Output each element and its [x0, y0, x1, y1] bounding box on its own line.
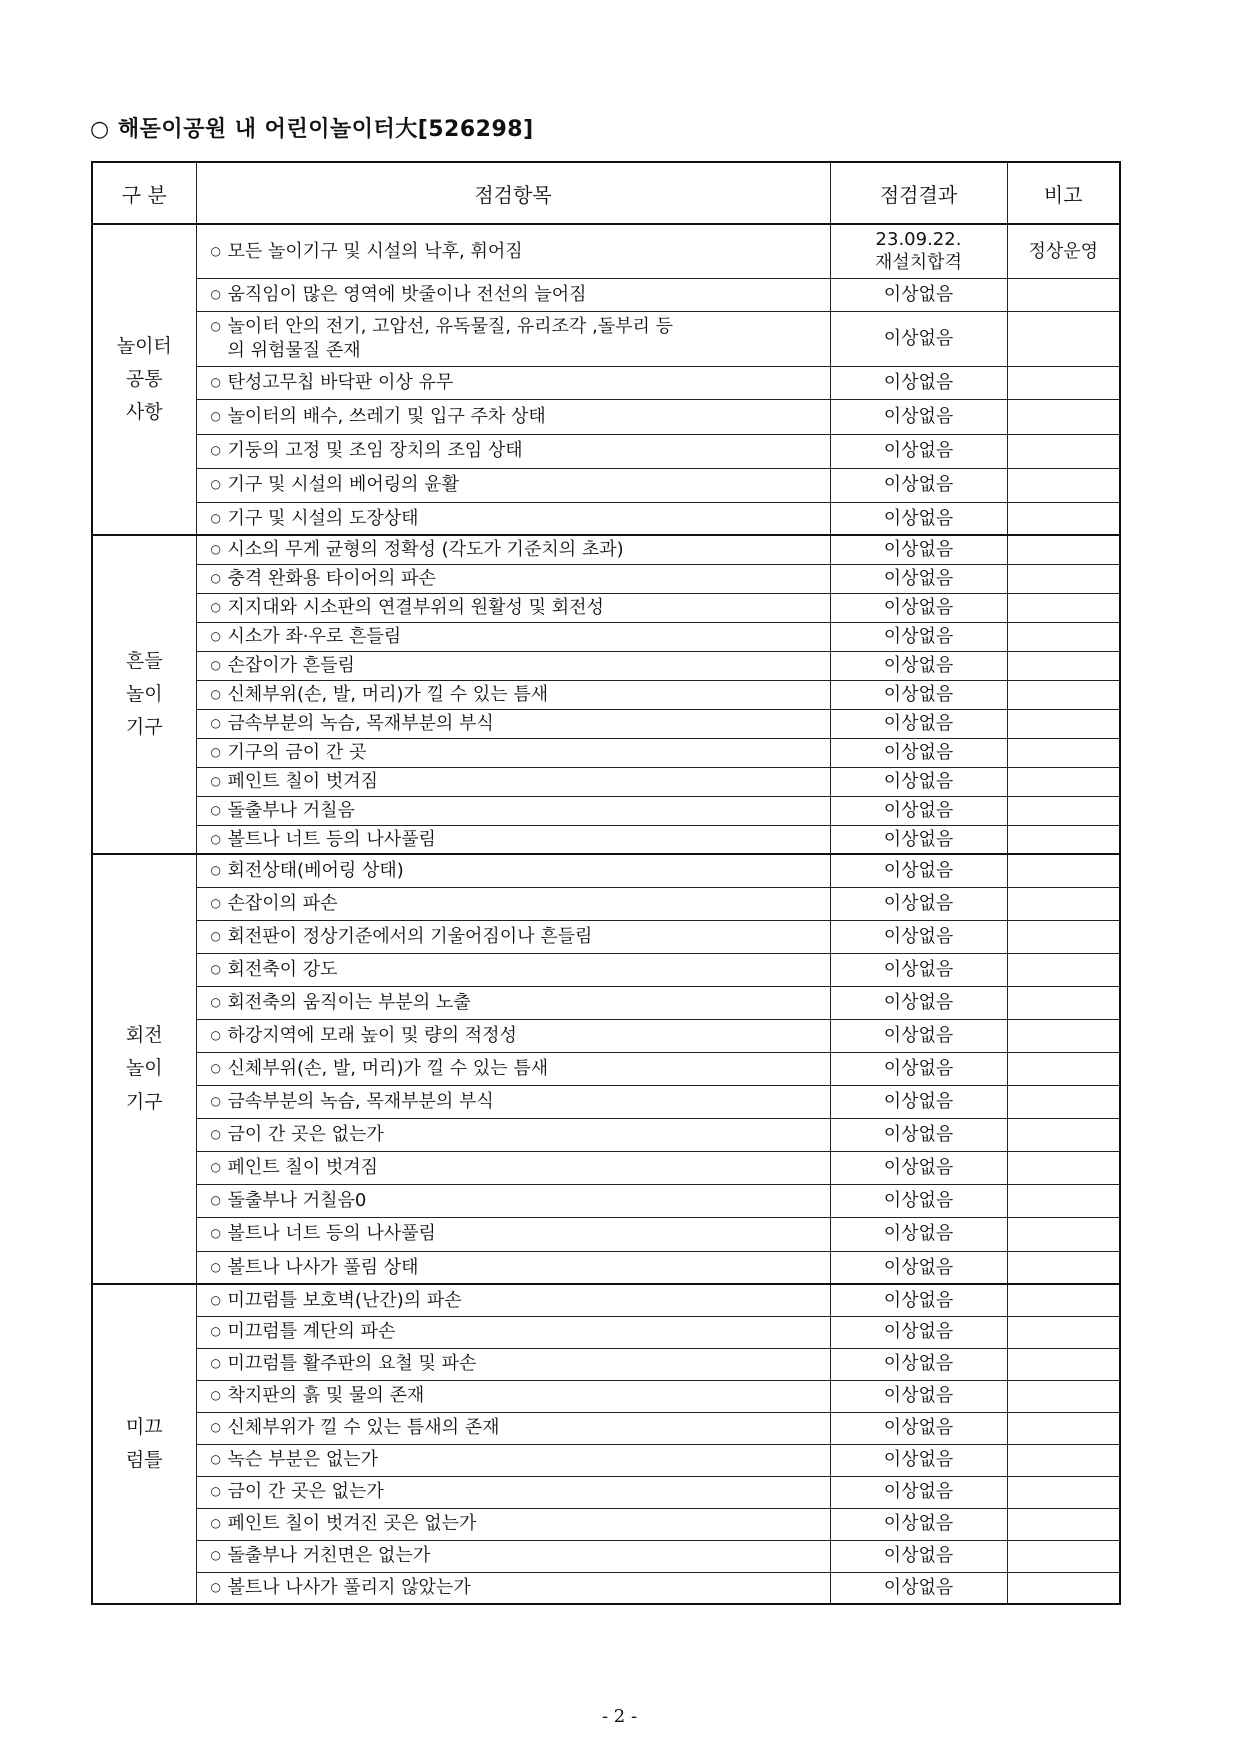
category-label-line: 미끄: [125, 1415, 163, 1438]
item-text: 금속부분의 녹슴, 목재부분의 부식: [227, 1090, 494, 1112]
group-rotating: [92, 854, 1120, 1284]
item-text: 신체부위(손, 발, 머리)가 낄 수 있는 틈새: [227, 1057, 549, 1079]
item-text: 회전축의 움직이는 부분의 노출: [227, 991, 471, 1013]
result-cell: 이상없음: [830, 1251, 1007, 1284]
note-cell: [1007, 1118, 1120, 1151]
item-cell: [196, 1540, 830, 1572]
item-text: 시소가 좌·우로 흔들림: [227, 625, 402, 647]
result-cell: 이상없음: [830, 1085, 1007, 1118]
item-cell: [196, 854, 830, 887]
item-text: 돌출부나 거칠음: [227, 799, 355, 821]
item-text: 금이 간 곳은 없는가: [227, 1481, 384, 1503]
note-cell: [1007, 1019, 1120, 1052]
circle-bullet-icon: ○: [210, 928, 221, 943]
table-row: [92, 1412, 1120, 1444]
note-cell: [1007, 680, 1120, 709]
item-cell: [196, 1118, 830, 1151]
circle-bullet-icon: ○: [210, 831, 221, 846]
item-text: 금이 간 곳은 없는가: [227, 1123, 384, 1145]
category-label-line: 놀이: [125, 682, 163, 705]
category-label-line: 회전: [125, 1024, 163, 1047]
circle-bullet-icon: ○: [210, 374, 221, 389]
result-cell: 이상없음: [830, 622, 1007, 651]
category-label-line: 기구: [125, 1090, 163, 1113]
note-cell: [1007, 1412, 1120, 1444]
result-cell: 이상없음: [830, 1348, 1007, 1380]
item-cell: [196, 986, 830, 1019]
table-row: [92, 502, 1120, 535]
result-cell: 23.09.22. 재설치합격: [830, 224, 1007, 278]
item-cell: [196, 680, 830, 709]
table-row: [92, 1284, 1120, 1316]
result-cell: 이상없음: [830, 434, 1007, 468]
note-cell: [1007, 434, 1120, 468]
category-label-line: 공통: [125, 367, 163, 390]
item-text: 페인트 칠이 벗겨진 곳은 없는가: [227, 1513, 477, 1535]
note-cell: [1007, 854, 1120, 887]
item-cell: [196, 535, 830, 564]
result-cell: 이상없음: [830, 366, 1007, 399]
item-cell: [196, 622, 830, 651]
note-cell: [1007, 502, 1120, 535]
item-text: 볼트나 너트 등의 나사풀림: [227, 828, 436, 850]
item-cell: [196, 1184, 830, 1217]
table-row: [92, 1217, 1120, 1251]
table-row: [92, 1380, 1120, 1412]
table-row: [92, 311, 1120, 366]
note-cell: [1007, 564, 1120, 593]
table-row: [92, 564, 1120, 593]
circle-bullet-icon: ○: [210, 994, 221, 1009]
table-row: [92, 1348, 1120, 1380]
table-row: [92, 887, 1120, 920]
circle-bullet-icon: ○: [210, 542, 221, 557]
item-text: 손잡이가 흔들림: [227, 654, 355, 676]
table-row: [92, 854, 1120, 887]
item-cell: [196, 564, 830, 593]
category-label-line: 기구: [125, 716, 163, 739]
result-cell: 이상없음: [830, 1019, 1007, 1052]
result-cell: 이상없음: [830, 1151, 1007, 1184]
item-cell: [196, 1217, 830, 1251]
item-cell: [196, 1284, 830, 1316]
circle-bullet-icon: ○: [210, 510, 221, 525]
table-row: [92, 1118, 1120, 1151]
category-label-line: 놀이: [125, 1057, 163, 1080]
result-cell: 이상없음: [830, 535, 1007, 564]
item-text: 볼트나 나사가 풀리지 않았는가: [227, 1577, 471, 1599]
note-cell: [1007, 468, 1120, 502]
result-cell: 이상없음: [830, 278, 1007, 311]
item-cell: [196, 887, 830, 920]
table-row: [92, 622, 1120, 651]
result-cell: 이상없음: [830, 502, 1007, 535]
note-cell: [1007, 593, 1120, 622]
category-label-line: 놀이터: [116, 334, 172, 357]
result-cell: 이상없음: [830, 1184, 1007, 1217]
note-cell: [1007, 1085, 1120, 1118]
table-row: [92, 434, 1120, 468]
item-text: 회전판이 정상기준에서의 기울어짐이나 흔들림: [227, 925, 593, 947]
category-cell: [92, 1284, 196, 1604]
note-cell: [1007, 986, 1120, 1019]
item-text: 놀이터의 배수, 쓰레기 및 입구 주차 상태: [227, 405, 546, 427]
table-row: [92, 1251, 1120, 1284]
note-cell: [1007, 953, 1120, 986]
result-cell: 이상없음: [830, 709, 1007, 738]
circle-bullet-icon: ○: [210, 599, 221, 614]
circle-bullet-icon: ○: [210, 477, 221, 492]
result-cell: 이상없음: [830, 1444, 1007, 1476]
item-text: 미끄럼틀 보호벽(난간)의 파손: [227, 1289, 462, 1311]
item-text: 볼트나 나사가 풀림 상태: [227, 1256, 419, 1278]
table-row: [92, 1444, 1120, 1476]
note-cell: [1007, 709, 1120, 738]
table-row: [92, 1052, 1120, 1085]
note-cell: [1007, 1540, 1120, 1572]
note-cell: [1007, 1052, 1120, 1085]
table-row: [92, 1151, 1120, 1184]
circle-bullet-icon: ○: [210, 961, 221, 976]
result-cell: 이상없음: [830, 1412, 1007, 1444]
item-text: 놀이터 안의 전기, 고압선, 유독물질, 유리조각 ,돌부리 등 의 위험물질 존재: [227, 316, 673, 361]
item-text: 탄성고무칩 바닥판 이상 유무: [227, 371, 454, 393]
item-cell: [196, 468, 830, 502]
table-row: [92, 796, 1120, 825]
result-cell: 이상없음: [830, 1508, 1007, 1540]
item-cell: [196, 1476, 830, 1508]
result-cell: 이상없음: [830, 399, 1007, 434]
table-row: [92, 399, 1120, 434]
circle-bullet-icon: ○: [210, 773, 221, 788]
circle-bullet-icon: ○: [210, 319, 221, 334]
circle-bullet-icon: ○: [210, 1027, 221, 1042]
header-item: 점검항목: [196, 162, 830, 224]
item-text: 신체부위가 낄 수 있는 틈새의 존재: [227, 1417, 500, 1439]
circle-bullet-icon: ○: [210, 1226, 221, 1241]
note-cell: [1007, 1572, 1120, 1604]
circle-bullet-icon: ○: [210, 1060, 221, 1075]
header-result: 점검결과: [830, 162, 1007, 224]
item-cell: [196, 1052, 830, 1085]
item-text: 충격 완화용 타이어의 파손: [227, 567, 436, 589]
table-row: [92, 825, 1120, 854]
item-cell: [196, 434, 830, 468]
item-cell: [196, 796, 830, 825]
item-text: 기둥의 고정 및 조임 장치의 조임 상태: [227, 440, 523, 462]
category-cell: [92, 535, 196, 854]
circle-bullet-icon: ○: [210, 1259, 221, 1274]
item-text: 시소의 무게 균형의 정확성 (각도가 기준치의 초과): [227, 539, 624, 561]
note-cell: [1007, 1508, 1120, 1540]
table-row: [92, 278, 1120, 311]
result-cell: 이상없음: [830, 311, 1007, 366]
circle-bullet-icon: ○: [210, 408, 221, 423]
table-header-row: [92, 162, 1120, 224]
item-cell: [196, 502, 830, 535]
note-cell: [1007, 767, 1120, 796]
result-cell: 이상없음: [830, 796, 1007, 825]
circle-bullet-icon: ○: [210, 1159, 221, 1174]
category-cell: [92, 854, 196, 1284]
note-cell: [1007, 1476, 1120, 1508]
note-cell: [1007, 1348, 1120, 1380]
table-row: [92, 986, 1120, 1019]
item-text: 회전상태(베어링 상태): [227, 860, 404, 882]
result-cell: 이상없음: [830, 1380, 1007, 1412]
circle-bullet-icon: ○: [210, 863, 221, 878]
item-text: 기구의 금이 간 곳: [227, 741, 367, 763]
item-cell: [196, 1444, 830, 1476]
result-cell: 이상없음: [830, 468, 1007, 502]
item-cell: [196, 1572, 830, 1604]
item-text: 돌출부나 거친면은 없는가: [227, 1545, 431, 1567]
note-cell: [1007, 738, 1120, 767]
item-text: 미끄럼틀 활주판의 요철 및 파손: [227, 1353, 477, 1375]
result-cell: 이상없음: [830, 680, 1007, 709]
result-cell: 이상없음: [830, 593, 1007, 622]
table-row: [92, 468, 1120, 502]
circle-bullet-icon: ○: [210, 1292, 221, 1307]
page-number: - 2 -: [601, 1706, 638, 1727]
table-row: [92, 1019, 1120, 1052]
note-cell: [1007, 535, 1120, 564]
circle-bullet-icon: ○: [210, 802, 221, 817]
table-row: [92, 535, 1120, 564]
table-row: [92, 1508, 1120, 1540]
table-row: [92, 366, 1120, 399]
header-note: 비고: [1007, 162, 1120, 224]
item-cell: [196, 1019, 830, 1052]
item-cell: [196, 1316, 830, 1348]
result-cell: 이상없음: [830, 986, 1007, 1019]
table-row: [92, 1316, 1120, 1348]
circle-bullet-icon: ○: [210, 443, 221, 458]
circle-bullet-icon: ○: [210, 1580, 221, 1595]
circle-bullet-icon: ○: [210, 286, 221, 301]
group-swing: [92, 535, 1120, 854]
inspection-table: [91, 161, 1121, 1605]
circle-bullet-icon: ○: [210, 1452, 221, 1467]
circle-bullet-icon: ○: [210, 744, 221, 759]
note-cell: [1007, 622, 1120, 651]
item-text: 기구 및 시설의 베어링의 윤활: [227, 474, 460, 496]
circle-bullet-icon: ○: [210, 570, 221, 585]
result-cell: 이상없음: [830, 767, 1007, 796]
circle-bullet-icon: ○: [210, 1516, 221, 1531]
item-text: 볼트나 너트 등의 나사풀림: [227, 1223, 436, 1245]
circle-bullet-icon: ○: [210, 1388, 221, 1403]
circle-bullet-icon: ○: [210, 657, 221, 672]
table-row: [92, 920, 1120, 953]
page-title: ○ 해돋이공원 내 어린이놀이터大[526298]: [90, 117, 534, 142]
result-cell: 이상없음: [830, 1540, 1007, 1572]
result-cell: 이상없음: [830, 1052, 1007, 1085]
item-cell: [196, 399, 830, 434]
item-text: 손잡이의 파손: [227, 892, 338, 914]
group-slide: [92, 1284, 1120, 1604]
result-cell: 이상없음: [830, 1284, 1007, 1316]
circle-bullet-icon: ○: [210, 1484, 221, 1499]
note-cell: [1007, 1151, 1120, 1184]
item-cell: [196, 1085, 830, 1118]
note-cell: [1007, 1217, 1120, 1251]
circle-bullet-icon: ○: [210, 243, 221, 258]
circle-bullet-icon: ○: [210, 1356, 221, 1371]
item-text: 회전축이 강도: [227, 958, 338, 980]
table-row: [92, 738, 1120, 767]
note-cell: [1007, 1284, 1120, 1316]
item-cell: [196, 1412, 830, 1444]
item-cell: [196, 953, 830, 986]
item-text: 움직임이 많은 영역에 밧줄이나 전선의 늘어짐: [227, 283, 587, 305]
circle-bullet-icon: ○: [210, 895, 221, 910]
circle-bullet-icon: ○: [210, 1126, 221, 1141]
circle-bullet-icon: ○: [210, 1420, 221, 1435]
result-cell: 이상없음: [830, 1217, 1007, 1251]
result-cell: 이상없음: [830, 887, 1007, 920]
note-cell: 정상운영: [1007, 224, 1120, 278]
item-cell: [196, 224, 830, 278]
item-cell: [196, 651, 830, 680]
item-cell: [196, 311, 830, 366]
note-cell: [1007, 399, 1120, 434]
table-row: [92, 767, 1120, 796]
table-row: [92, 709, 1120, 738]
item-cell: [196, 278, 830, 311]
circle-bullet-icon: ○: [210, 715, 221, 730]
table-row: [92, 1540, 1120, 1572]
item-text: 페인트 칠이 벗겨짐: [227, 1156, 379, 1178]
item-cell: [196, 825, 830, 854]
result-cell: 이상없음: [830, 920, 1007, 953]
item-cell: [196, 366, 830, 399]
result-cell: 이상없음: [830, 564, 1007, 593]
item-cell: [196, 738, 830, 767]
item-text: 모든 놀이기구 및 시설의 낙후, 휘어짐: [227, 240, 523, 262]
note-cell: [1007, 1380, 1120, 1412]
table-row: [92, 953, 1120, 986]
result-cell: 이상없음: [830, 854, 1007, 887]
group-common: [92, 224, 1120, 535]
item-text: 페인트 칠이 벗겨짐: [227, 770, 379, 792]
table-row: [92, 1572, 1120, 1604]
result-cell: 이상없음: [830, 953, 1007, 986]
result-cell: 이상없음: [830, 1476, 1007, 1508]
table-row: [92, 1184, 1120, 1217]
table-row: [92, 651, 1120, 680]
note-cell: [1007, 366, 1120, 399]
circle-bullet-icon: ○: [210, 686, 221, 701]
note-cell: [1007, 825, 1120, 854]
item-cell: [196, 1508, 830, 1540]
note-cell: [1007, 1251, 1120, 1284]
item-cell: [196, 593, 830, 622]
category-label-line: 흔들: [125, 649, 163, 672]
note-cell: [1007, 278, 1120, 311]
circle-bullet-icon: ○: [210, 1548, 221, 1563]
item-text: 돌출부나 거칠음0: [227, 1189, 367, 1211]
item-cell: [196, 1348, 830, 1380]
category-label-line: 사항: [125, 401, 163, 424]
item-text: 지지대와 시소판의 연결부위의 원활성 및 회전성: [227, 596, 604, 618]
circle-bullet-icon: ○: [210, 1192, 221, 1207]
table-row: [92, 224, 1120, 278]
circle-bullet-icon: ○: [210, 1324, 221, 1339]
result-cell: 이상없음: [830, 1316, 1007, 1348]
table-row: [92, 1085, 1120, 1118]
category-label-line: 럼틀: [125, 1449, 163, 1471]
result-cell: 이상없음: [830, 825, 1007, 854]
table-row: [92, 593, 1120, 622]
result-cell: 이상없음: [830, 738, 1007, 767]
result-cell: 이상없음: [830, 1572, 1007, 1604]
note-cell: [1007, 796, 1120, 825]
item-text: 착지판의 흙 및 물의 존재: [227, 1385, 425, 1407]
note-cell: [1007, 1444, 1120, 1476]
note-cell: [1007, 1184, 1120, 1217]
item-cell: [196, 1151, 830, 1184]
table-row: [92, 1476, 1120, 1508]
circle-bullet-icon: ○: [210, 628, 221, 643]
item-text: 미끄럼틀 계단의 파손: [227, 1321, 396, 1343]
note-cell: [1007, 311, 1120, 366]
result-cell: 이상없음: [830, 1118, 1007, 1151]
item-cell: [196, 709, 830, 738]
circle-bullet-icon: ○: [210, 1093, 221, 1108]
header-category: 구 분: [92, 162, 196, 224]
item-cell: [196, 1380, 830, 1412]
item-cell: [196, 920, 830, 953]
note-cell: [1007, 920, 1120, 953]
item-cell: [196, 1251, 830, 1284]
note-cell: [1007, 1316, 1120, 1348]
item-text: 기구 및 시설의 도장상태: [227, 507, 419, 529]
note-cell: [1007, 651, 1120, 680]
item-text: 금속부분의 녹슴, 목재부분의 부식: [227, 712, 494, 734]
table-row: [92, 680, 1120, 709]
result-cell: 이상없음: [830, 651, 1007, 680]
item-text: 신체부위(손, 발, 머리)가 낄 수 있는 틈새: [227, 683, 549, 705]
category-cell: [92, 224, 196, 535]
note-cell: [1007, 887, 1120, 920]
item-cell: [196, 767, 830, 796]
item-text: 녹슨 부분은 없는가: [227, 1449, 379, 1471]
item-text: 하강지역에 모래 높이 및 량의 적정성: [227, 1024, 517, 1046]
